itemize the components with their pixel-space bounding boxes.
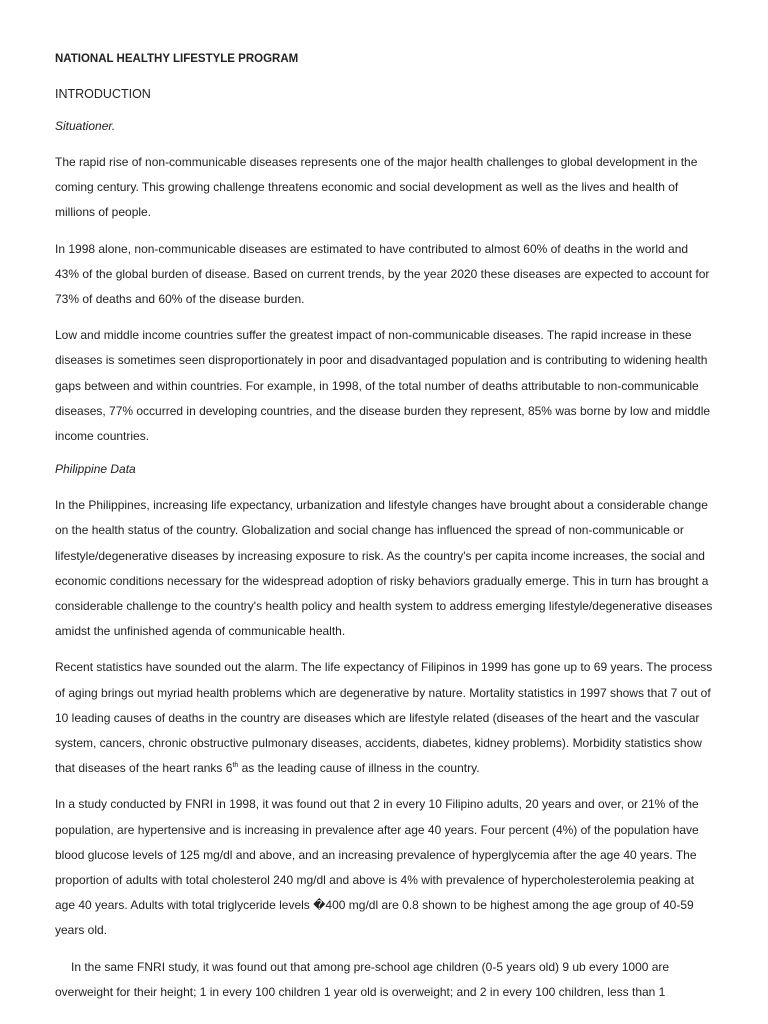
superscript-th: th (232, 762, 239, 770)
paragraph-situationer-2: In 1998 alone, non-communicable diseases are estimated to have contributed to almost 60% of deaths in the world and 43% of the global burden of disease. Based on current trends, by the year 2020 these diseases are expected to account for 73% of deaths and 60% of the disease burden. (55, 241, 710, 307)
document-page (55, 50, 715, 1016)
paragraph-philippine-2 (55, 655, 715, 781)
paragraph-philippine-2-tail: as the leading cause of illness in the country. (238, 761, 480, 776)
paragraph-philippine-2-main: Recent statistics have sounded out the alarm. The life expectancy of Filipinos in 1999 has gone up to 69 years. The process of aging brings out myriad health problems which are degenerative by nature. Mortality statistics in 1997 shows that 7 out of 10 leading causes of deaths in the country are diseases which are lifestyle related (diseases of the heart and the vascular system, cancers, chronic obstructive pulmonary diseases, accidents, diabetes, kidney problems). Morbidity statistics show that diseases of the heart ranks 6 (55, 660, 713, 776)
section-heading-introduction: INTRODUCTION (55, 87, 151, 101)
document-title: NATIONAL HEALTHY LIFESTYLE PROGRAM (55, 53, 299, 65)
paragraph-philippine-1: In the Philippines, increasing life expectancy, urbanization and lifestyle changes have brought about a considerable change on the health status of the country. Globalization and social change has influenced the spread of non-communicable or lifestyle/degenerative diseases by increasing exposure to risk. As the country's per capita income increases, the social and economic conditions necessary for the widespread adoption of risky behaviors gradually emerge. This in turn has brought a considerable challenge to the country's health policy and health system to address emerging lifestyle/degenerative diseases amidst the unfinished agenda of communicable health. (55, 498, 713, 639)
paragraph-philippine-3: In a study conducted by FNRI in 1998, it was found out that 2 in every 10 Filipino adults, 20 years and over, or 21% of the population, are hypertensive and is increasing in prevalence after age 40 years. Four percent (4%) of the population have blood glucose levels of 125 mg/dl and above, and an increasing prevalence of hyperglycemia after the age 40 years. The proportion of adults with total cholesterol 240 mg/dl and above is 4% with prevalence of hypercholesterolemia peaking at age 40 years. Adults with total triglyceride levels �400 mg/dl are 0.8 shown to be highest among the age group of 40-59 years old. (55, 797, 699, 938)
paragraph-situationer-3: Low and middle income countries suffer the greatest impact of non-communicable diseases. The rapid increase in these diseases is sometimes seen disproportionately in poor and disadvantaged population and is contributing to widening health gaps between and within countries. For example, in 1998, of the total number of deaths attributable to non-communicable diseases, 77% occurred in developing countries, and the disease burden they represent, 85% was borne by low and middle income countries. (55, 328, 711, 444)
paragraph-situationer-1: The rapid rise of non-communicable diseases represents one of the major health challenges to global development in the coming century. This growing challenge threatens economic and social development as well as the lives and health of millions of people. (55, 155, 698, 220)
subheading-situationer: Situationer. (55, 119, 116, 133)
subheading-philippine-data: Philippine Data (55, 462, 136, 477)
paragraph-philippine-4: In the same FNRI study, it was found out that among pre-school age children (0-5 years old) 9 ub every 1000 are overweight for their height; 1 in every 100 children 1 year old is overweight; and 2 in every 100 children, less than 1 (55, 959, 670, 999)
